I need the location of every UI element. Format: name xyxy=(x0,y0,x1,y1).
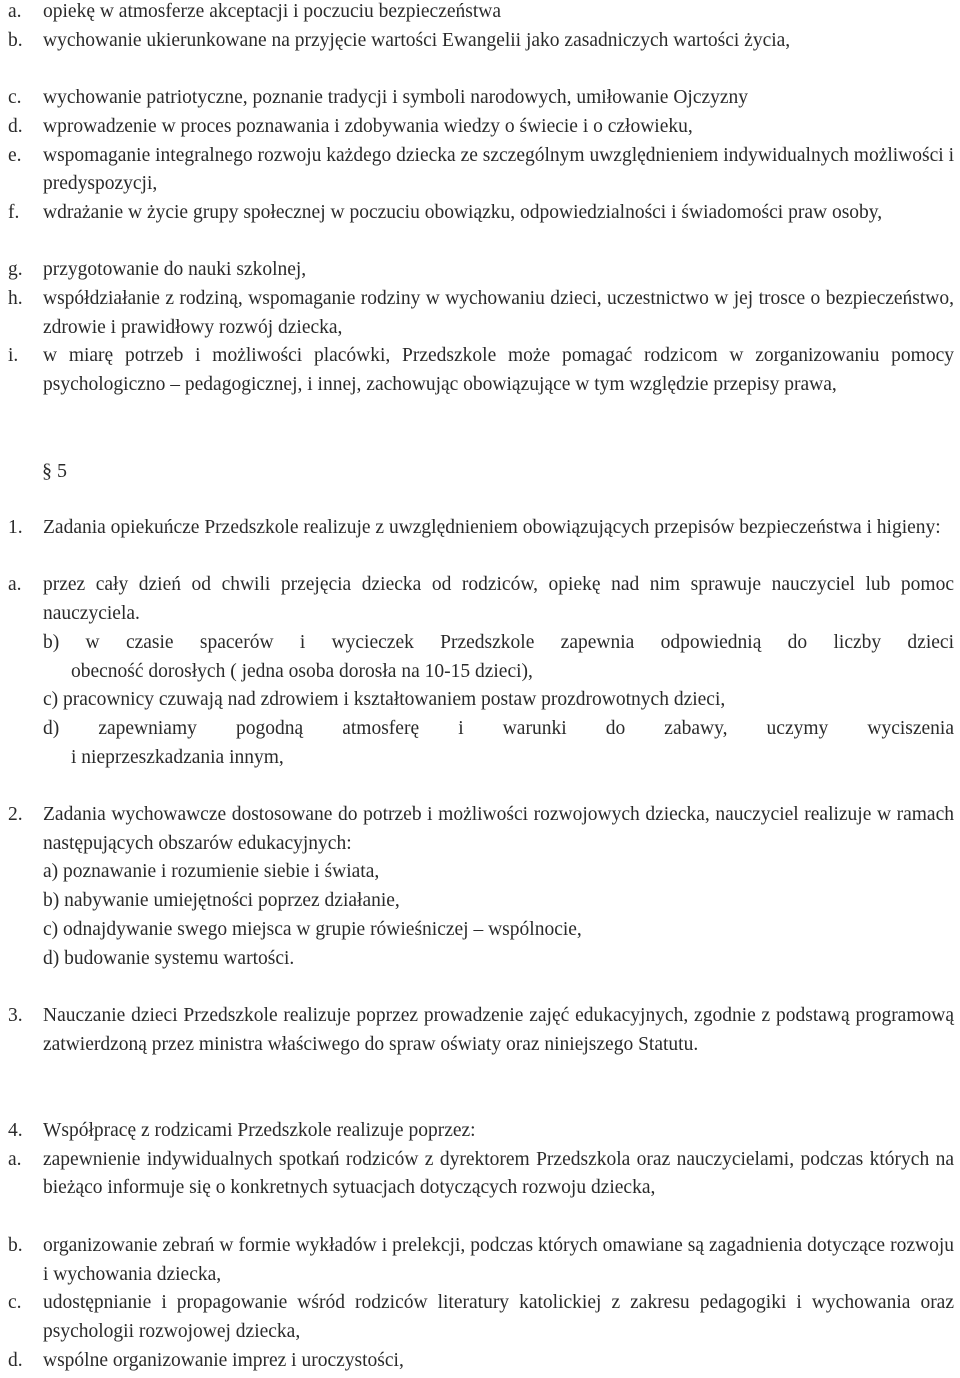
list-item-text: c) odnajdywanie swego miejsca w grupie rówieśniczej – wspólnocie, xyxy=(43,918,582,940)
list-marker: h. xyxy=(8,288,23,309)
paragraph-heading: § 5 xyxy=(42,460,67,482)
list-item-c xyxy=(8,84,954,113)
section-2-item-b xyxy=(43,887,954,916)
section-marker: 2. xyxy=(8,804,23,825)
list-item-f xyxy=(8,199,954,228)
list-item-text: wprowadzenie w proces poznawania i zdobywania wiedzy o świecie i o człowieku, xyxy=(43,115,693,137)
section-text: Współpracę z rodzicami Przedszkole realizuje poprzez: xyxy=(43,1120,476,1141)
list-item-text: wdrażanie w życie grupy społecznej w poczuciu obowiązku, odpowiedzialności i świadomości praw osoby, xyxy=(43,201,883,223)
list-item-text: wspomaganie integralnego rozwoju każdego dziecka ze szczególnym uwzględnieniem indywidualnych możliwości i predyspozycji, xyxy=(43,144,954,195)
list-item-continuation: i nieprzeszkadzania innym, xyxy=(71,746,284,768)
list-item-text: organizowanie zebrań w formie wykładów i prelekcji, podczas których omawiane są zagadnienia dotyczące rozwoju i wychowania dziecka, xyxy=(43,1234,954,1285)
section-1-item-c xyxy=(43,686,954,715)
section-text: Zadania wychowawcze dostosowane do potrzeb i możliwości rozwojowych dziecka, nauczyciel realizuje w ramach następujących obszarów edukacyjnych: xyxy=(43,804,954,854)
section-4 xyxy=(8,1117,954,1146)
list-item-text: zapewnienie indywidualnych spotkań rodziców z dyrektorem Przedszkola oraz nauczycielami, podczas których na bieżąco informuje się o konkretnych sytuacjach dotyczących rozwoju dziecka, xyxy=(43,1148,954,1199)
list-item-text: opiekę w atmosferze akceptacji i poczuciu bezpieczeństwa xyxy=(43,1,502,22)
section-marker: 3. xyxy=(8,1005,23,1026)
list-item-e xyxy=(8,142,954,199)
section-2-item-a xyxy=(43,858,954,887)
section-1 xyxy=(8,514,954,543)
list-item-h xyxy=(8,285,954,342)
list-item-text: d) budowanie systemu wartości. xyxy=(43,947,295,969)
list-marker: e. xyxy=(8,144,22,166)
section-1-item-a xyxy=(8,571,954,628)
list-item-text: w miarę potrzeb i możliwości placówki, Przedszkole może pomagać rodzicom w zorganizowaniu pomocy psychologiczno – pedagogicznej, i innej, zachowując obowiązujące w tym względzie przepisy prawa, xyxy=(43,345,954,396)
section-1-item-b xyxy=(43,629,954,686)
list-marker: b. xyxy=(8,1234,23,1256)
list-item-text: d) zapewniamy pogodną atmosferę i warunki do zabawy, uczymy wyciszenia xyxy=(43,717,954,739)
list-item-text: przygotowanie do nauki szkolnej, xyxy=(43,259,307,281)
list-item-i xyxy=(8,342,954,399)
list-marker: d. xyxy=(8,115,23,137)
list-item-continuation: obecność dorosłych ( jedna osoba dorosła na 10-15 dzieci), xyxy=(71,660,533,682)
section-marker: 1. xyxy=(8,517,23,538)
section-marker: 4. xyxy=(8,1120,23,1141)
list-item-b xyxy=(8,27,954,56)
list-marker: c. xyxy=(8,1292,22,1314)
section-2-item-d xyxy=(43,945,954,974)
list-item-a xyxy=(8,0,954,27)
section-4-item-c xyxy=(8,1289,954,1346)
list-marker: d. xyxy=(8,1349,23,1371)
list-item-g xyxy=(8,256,954,285)
section-4-item-a xyxy=(8,1146,954,1203)
list-item-text: udostępnianie i propagowanie wśród rodziców literatury katolickiej z zakresu pedagogiki i wychowania oraz psychologii rozwojowej dziecka, xyxy=(43,1292,954,1342)
section-2 xyxy=(8,801,954,858)
list-marker: i. xyxy=(8,345,19,367)
list-item-text: b) w czasie spacerów i wycieczek Przedszkole zapewnia odpowiednią do liczby dzieci xyxy=(43,631,954,653)
list-item-text: a) poznawanie i rozumienie siebie i świata, xyxy=(43,861,380,883)
list-item-text: b) nabywanie umiejętności poprzez działanie, xyxy=(43,890,400,912)
list-marker: a. xyxy=(8,1148,22,1170)
list-item-text: c) pracownicy czuwają nad zdrowiem i kształtowaniem postaw prozdrowotnych dzieci, xyxy=(43,689,726,711)
list-marker: f. xyxy=(8,201,20,223)
section-1-item-d xyxy=(43,715,954,772)
list-marker: g. xyxy=(8,259,23,281)
section-4-item-b xyxy=(8,1232,954,1289)
list-item-d xyxy=(8,113,954,142)
list-marker: b. xyxy=(8,29,23,51)
section-text: Nauczanie dzieci Przedszkole realizuje poprzez prowadzenie zajęć edukacyjnych, zgodnie z podstawą programową zatwierdzoną przez ministra właściwego do spraw oświaty oraz niniejszego Statutu. xyxy=(43,1005,954,1055)
list-item-text: wychowanie ukierunkowane na przyjęcie wartości Ewangelii jako zasadniczych wartości życia, xyxy=(43,29,791,51)
list-item-text: przez cały dzień od chwili przejęcia dziecka od rodziców, opiekę nad nim sprawuje nauczyciel lub pomoc nauczyciela. xyxy=(43,574,954,625)
section-text: Zadania opiekuńcze Przedszkole realizuje z uwzględnieniem obowiązujących przepisów bezpieczeństwa i higieny: xyxy=(43,517,941,538)
section-4-item-d xyxy=(8,1347,954,1376)
list-marker: c. xyxy=(8,87,22,109)
section-2-item-c xyxy=(43,916,954,945)
list-item-text: współdziałanie z rodziną, wspomaganie rodziny w wychowaniu dzieci, uczestnictwo w jej trosce o bezpieczeństwo, zdrowie i prawidłowy rozwój dziecka, xyxy=(43,288,954,338)
list-item-text: wychowanie patriotyczne, poznanie tradycji i symboli narodowych, umiłowanie Ojczyzny xyxy=(43,87,749,109)
section-3 xyxy=(8,1002,954,1059)
list-marker: a. xyxy=(8,1,22,22)
list-marker: a. xyxy=(8,574,22,596)
list-item-text: wspólne organizowanie imprez i uroczystości, xyxy=(43,1349,404,1371)
